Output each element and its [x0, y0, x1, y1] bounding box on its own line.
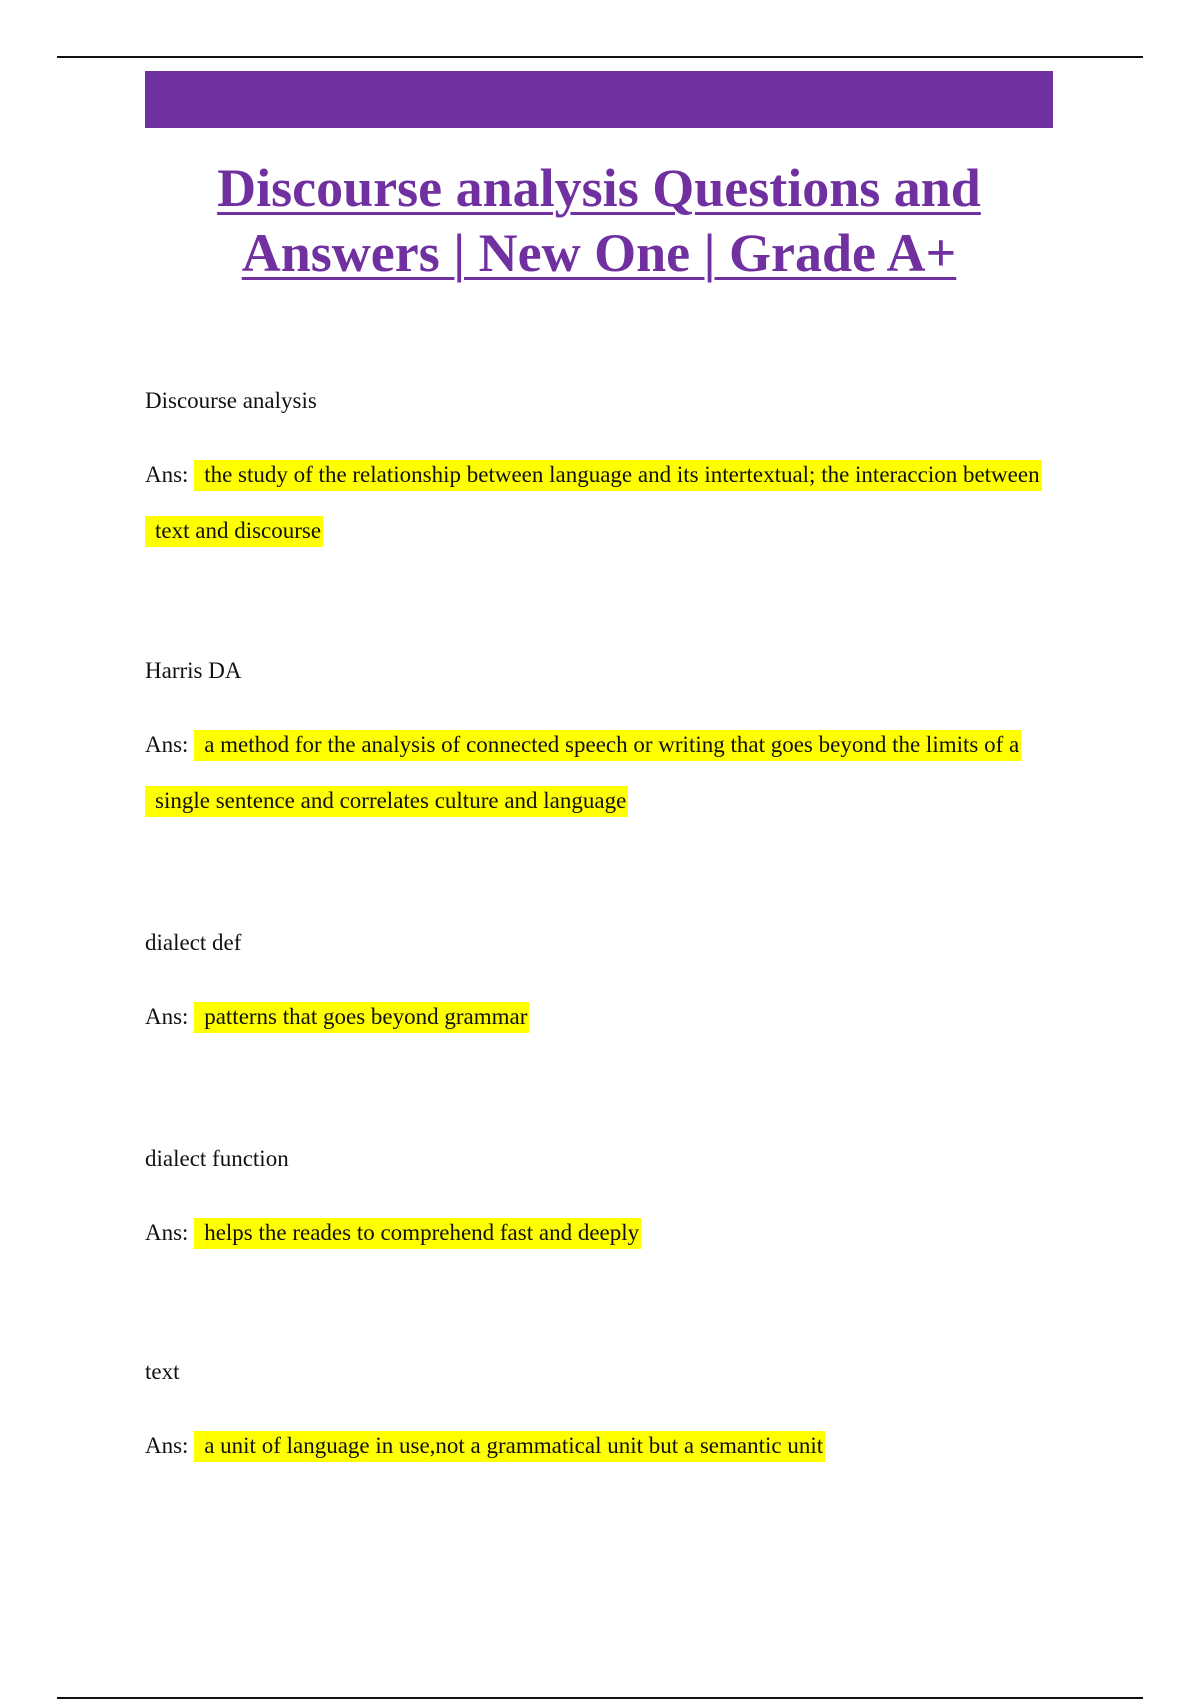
answer-label: Ans:	[145, 1004, 189, 1029]
title-banner	[145, 71, 1053, 128]
qa-item	[145, 1352, 1055, 1472]
qa-item	[145, 381, 1055, 651]
question-text: Discourse analysis	[145, 388, 317, 413]
qa-list	[145, 381, 1055, 1472]
bottom-rule	[57, 1697, 1143, 1699]
answer-paragraph	[145, 989, 1055, 1045]
question-text: Harris DA	[145, 658, 242, 683]
answer-text: a method for the analysis of connected speech or writing that goes beyond the limits of a single sentence and correlates culture and language	[145, 730, 1021, 817]
answer-label: Ans:	[145, 462, 189, 487]
question-text: dialect function	[145, 1146, 289, 1171]
answer-text: a unit of language in use,not a grammatical unit but a semantic unit	[194, 1431, 825, 1462]
answer-label: Ans:	[145, 1433, 189, 1458]
document-title: Discourse analysis Questions and Answers | New One | Grade A+	[217, 158, 981, 283]
qa-item	[145, 1139, 1055, 1352]
qa-item	[145, 651, 1055, 923]
answer-label: Ans:	[145, 1220, 189, 1245]
answer-text: patterns that goes beyond grammar	[194, 1002, 529, 1033]
answer-label: Ans:	[145, 732, 189, 757]
question-text: dialect def	[145, 930, 242, 955]
answer-paragraph	[145, 447, 1055, 559]
answer-paragraph	[145, 717, 1055, 829]
answer-paragraph	[145, 1205, 1055, 1261]
qa-item	[145, 923, 1055, 1139]
answer-paragraph	[145, 1418, 1055, 1474]
answer-text: helps the reades to comprehend fast and deeply	[194, 1218, 641, 1249]
top-rule	[57, 56, 1143, 58]
answer-text: the study of the relationship between language and its intertextual; the interaccion between text and discourse	[145, 460, 1042, 547]
question-text: text	[145, 1359, 180, 1384]
